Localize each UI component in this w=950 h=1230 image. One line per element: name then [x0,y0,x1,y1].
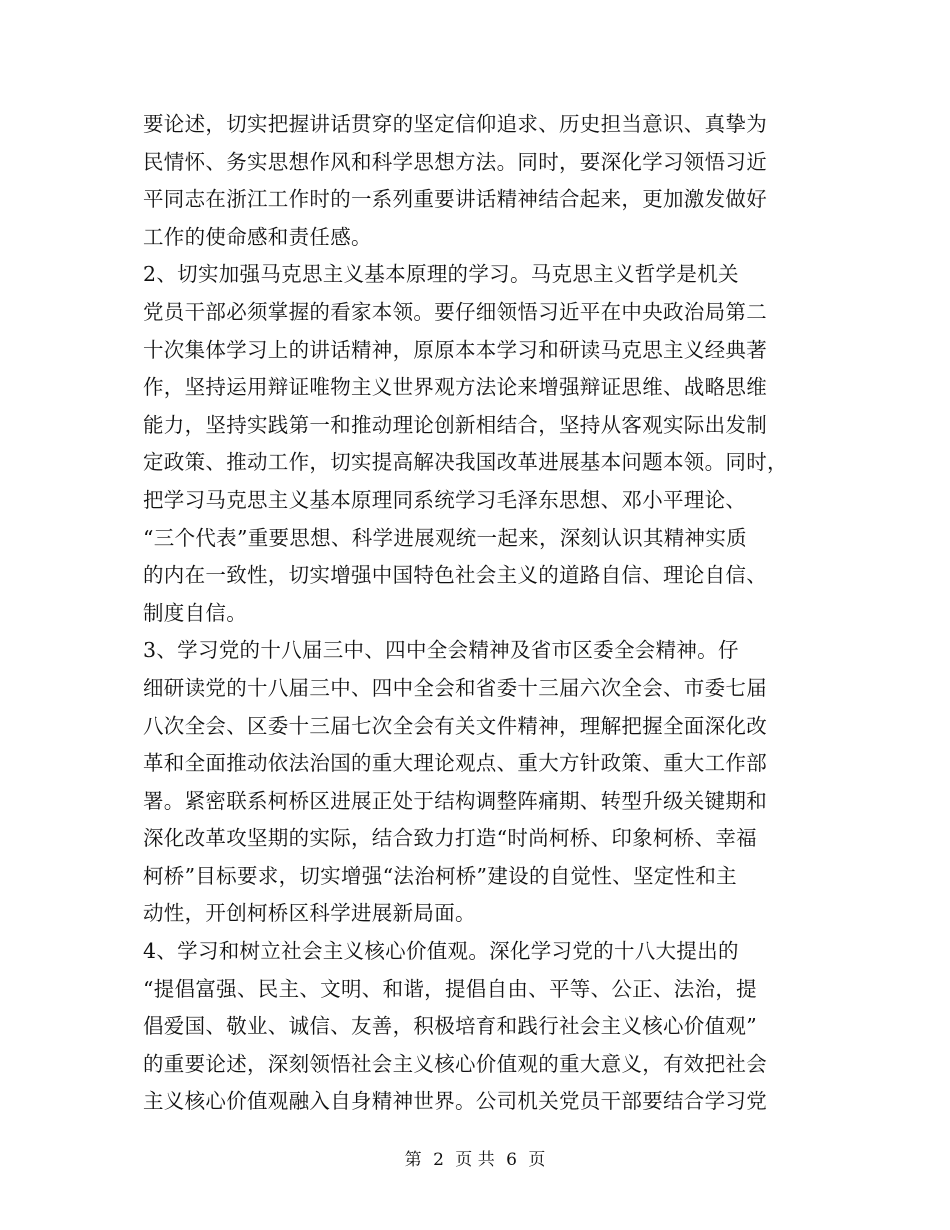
text-line: 署。紧密联系柯桥区进展正处于结构调整阵痛期、转型升级关键期和 [143,788,767,813]
text-line: 的内在一致性，切实增强中国特色社会主义的道路自信、理论自信、 [143,563,767,588]
text-line: 4、学习和树立社会主义核心价值观。深化学习党的十八大提出的 [143,939,739,964]
text-line: 能力，坚持实践第一和推动理论创新相结合，坚持从客观实际出发制 [143,412,767,437]
text-line: 八次全会、区委十三届七次全会有关文件精神，理解把握全面深化改 [143,713,767,738]
text-line: 革和全面推动依法治国的重大理论观点、重大方针政策、重大工作部 [143,751,767,776]
footer-suffix: 页 [528,1150,546,1170]
text-line: 把学习马克思主义基本原理同系统学习毛泽东思想、邓小平理论、 [143,487,747,512]
paragraph-3 [143,632,808,933]
footer-total-pages: 6 [506,1150,517,1170]
text-line: 作，坚持运用辩证唯物主义世界观方法论来增强辩证思维、战略思维 [143,375,767,400]
text-line: 党员干部必须掌握的看家本领。要仔细领悟习近平在中央政治局第二 [143,299,767,324]
text-line: “三个代表”重要思想、科学进展观统一起来，深刻认识其精神实质 [143,525,747,550]
paragraph-1 [143,106,808,256]
footer-current-page: 2 [433,1150,444,1170]
footer-prefix: 第 [404,1150,422,1170]
page-footer [0,1148,950,1172]
text-line: 2、切实加强马克思主义基本原理的学习。马克思主义哲学是机关 [143,262,739,287]
paragraph-4 [143,933,808,1121]
text-line: 要论述，切实把握讲话贯穿的坚定信仰追求、历史担当意识、真挚为 [143,112,767,136]
text-line: 平同志在浙江工作时的一系列重要讲话精神结合起来，更加激发做好 [143,187,767,212]
text-line: 定政策、推动工作，切实提高解决我国改革进展基本问题本领。同时， [143,450,788,475]
text-line: 细研读党的十八届三中、四中全会和省委十三届六次全会、市委七届 [143,675,767,700]
text-line: 柯桥”目标要求，切实增强“法治柯桥”建设的自觉性、坚定性和主 [143,863,737,888]
text-line: 动性，开创柯桥区科学进展新局面。 [143,901,476,926]
text-line: 主义核心价值观融入自身精神世界。公司机关党员干部要结合学习党 [143,1089,767,1114]
text-line: 的重要论述，深刻领悟社会主义核心价值观的重大意义，有效把社会 [143,1051,767,1076]
text-line: 民情怀、务实思想作风和科学思想方法。同时，要深化学习领悟习近 [143,149,767,174]
text-line: 十次集体学习上的讲话精神，原原本本学习和研读马克思主义经典著 [143,337,767,362]
text-line: “提倡富强、民主、文明、和谐，提倡自由、平等、公正、法治，提 [143,976,757,1001]
document-body [143,106,808,1121]
text-line: 工作的使命感和责任感。 [143,224,372,249]
footer-middle: 页 共 [455,1150,495,1170]
text-line: 深化改革攻坚期的实际，结合致力打造“时尚柯桥、印象柯桥、幸福 [143,826,757,851]
text-line: 3、学习党的十八届三中、四中全会精神及省市区委全会精神。仔 [143,638,739,663]
text-line: 倡爱国、敬业、诚信、友善，积极培育和践行社会主义核心价值观” [143,1014,757,1039]
paragraph-2 [143,256,808,632]
text-line: 制度自信。 [143,600,247,625]
